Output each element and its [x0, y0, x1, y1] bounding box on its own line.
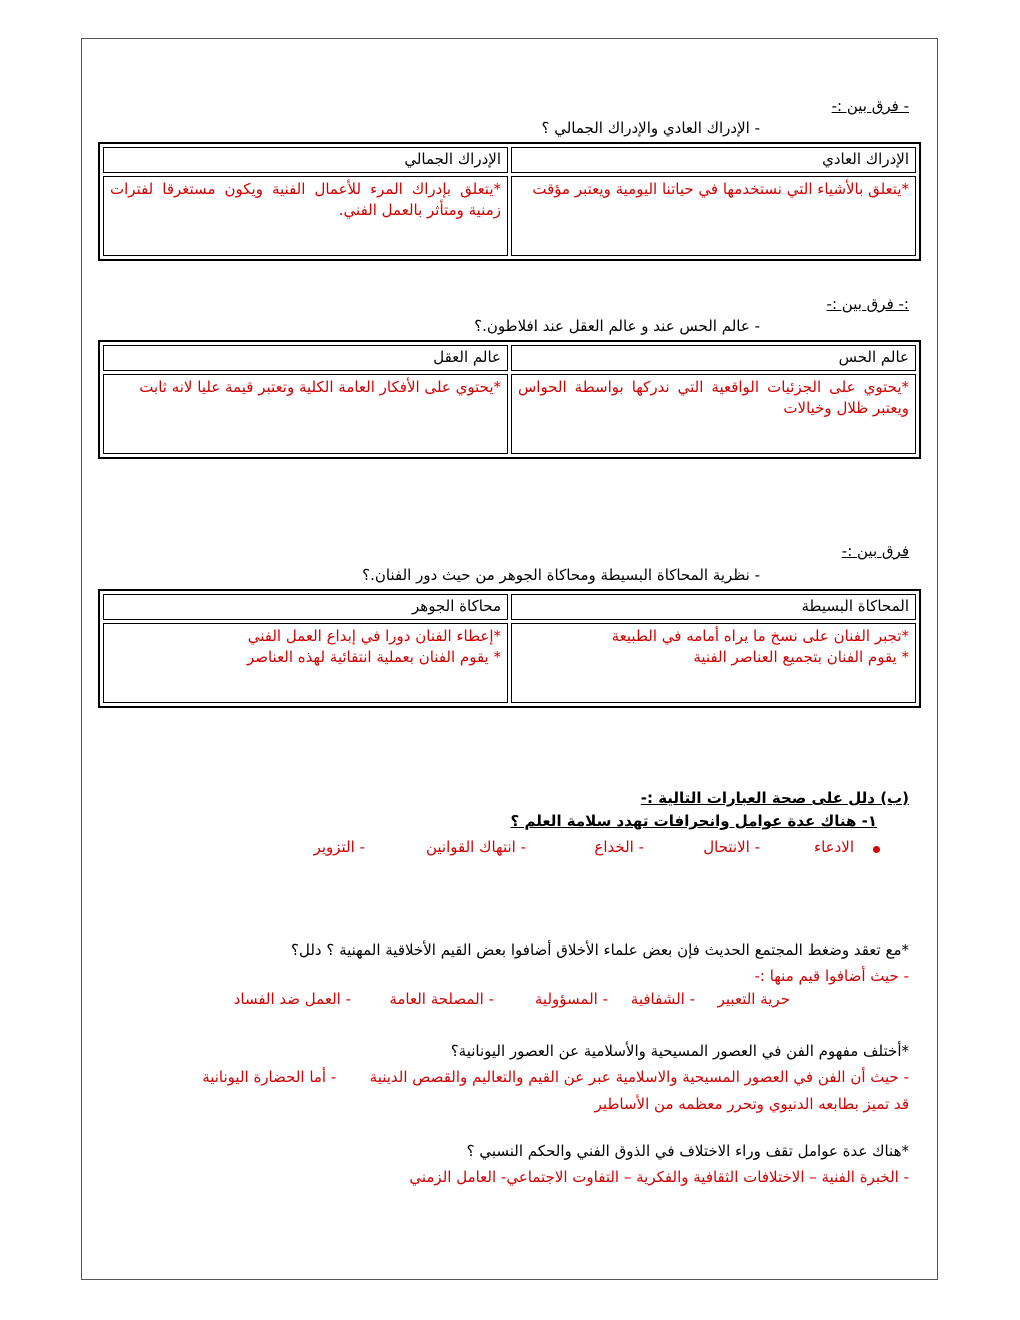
section2-col-right-answer: *يحتوي على الجزئيات الواقعية التي ندركها بواسطة الحواس ويعتبر ظلال وخيالات	[511, 374, 916, 454]
q2-answer-5: - العمل ضد الفساد	[233, 990, 351, 1008]
section3-col-left-header: محاكاة الجوهر	[103, 594, 508, 620]
q2-answer-4: - المصلحة العامة	[389, 990, 494, 1008]
q3-answer-2: قد تميز بطابعه الدنيوي وتحرر معظمه من الأساطير	[594, 1095, 909, 1113]
section1-heading: - فرق بين :-	[831, 97, 909, 115]
section3-left-answer-2: * يقوم الفنان بعملية انتقائية لهذه العناصر	[246, 648, 501, 666]
q1-answer-3: - الخداع	[594, 838, 644, 856]
q1-answer-4: - انتهاك القوانين	[425, 838, 526, 856]
section3-col-right-header: المحاكاة البسيطة	[511, 594, 916, 620]
section2-table	[98, 340, 921, 459]
q1-answer-5: - التزوير	[313, 838, 365, 856]
q1-answer-1: الادعاء	[814, 838, 854, 856]
q3-answer-1: - حيث أن الفن في العصور المسيحية والاسلامية عبر عن القيم والتعاليم والقصص الدينية - أما الحضارة اليونانية	[202, 1068, 909, 1086]
section3-left-answer-1: *إعطاء الفنان دورا في إبداع العمل الفني	[247, 627, 501, 645]
section3-right-answer-1: *تجبر الفنان على نسخ ما يراه أمامه في الطبيعة	[611, 627, 909, 645]
section2-col-left-header: عالم العقل	[103, 345, 508, 371]
section1-table	[98, 142, 921, 261]
section1-col-right-header: الإدراك العادي	[511, 147, 916, 173]
q2-answer-3: - المسؤولية	[534, 990, 608, 1008]
q2-answer-2: - الشفافية	[630, 990, 695, 1008]
section2-col-left-answer: *يحتوي على الأفكار العامة الكلية وتعتبر قيمة عليا لانه ثابت	[103, 374, 508, 454]
q2-answers	[0, 990, 1020, 1012]
section2-col-right-header: عالم الحس	[511, 345, 916, 371]
q2-intro: - حيث أضافوا قيم منها :-	[754, 967, 909, 985]
section3-col-left-answer	[103, 623, 508, 703]
q2-answer-1: حرية التعبير	[717, 990, 790, 1008]
section-b-q1-answers	[0, 838, 1020, 860]
section3-col-right-answer	[511, 623, 916, 703]
section1-col-right-answer: *يتعلق بالأشياء التي نستخدمها في حياتنا اليومية ويعتبر مؤقت	[511, 176, 916, 256]
section2-heading: :- فرق بين :-	[826, 295, 909, 313]
section3-right-answer-2: * يقوم الفنان بتجميع العناصر الفنية	[693, 648, 909, 666]
section1-col-left-answer: *يتعلق بإدراك المرء للأعمال الفنية ويكون مستغرقا لفترات زمنية ومتأثر بالعمل الفني.	[103, 176, 508, 256]
section2-question: - عالم الحس عند و عالم العقل عند افلاطون.؟	[474, 317, 760, 335]
section-b-q1: ١- هناك عدة عوامل وانحرافات تهدد سلامة العلم ؟	[510, 812, 877, 830]
q3-question: *أختلف مفهوم الفن في العصور المسيحية والأسلامية عن العصور اليونانية؟	[450, 1042, 909, 1060]
section1-question: - الإدراك العادي والإدراك الجمالي ؟	[541, 119, 760, 137]
q4-question: *هناك عدة عوامل تقف وراء الاختلاف في الذوق الفني والحكم النسبي ؟	[466, 1142, 909, 1160]
q4-answer: - الخبرة الفنية – الاختلافات الثقافية والفكرية – التفاوت الاجتماعي- العامل الزمني	[409, 1168, 909, 1186]
bullet-icon	[873, 846, 880, 853]
q1-answer-2: - الانتحال	[703, 838, 760, 856]
section3-question: - نظرية المحاكاة البسيطة ومحاكاة الجوهر من حيث دور الفنان.؟	[362, 566, 760, 584]
section-b-heading: (ب) دلل على صحة العبارات التالية :-	[640, 789, 909, 807]
section3-heading: فرق بين :-	[841, 542, 909, 560]
section1-col-left-header: الإدراك الجمالي	[103, 147, 508, 173]
q2-question: *مع تعقد وضغط المجتمع الحديث فإن بعض علماء الأخلاق أضافوا بعض القيم الأخلاقية المهنية ؟ دلل؟	[291, 941, 909, 959]
section3-table	[98, 589, 921, 708]
